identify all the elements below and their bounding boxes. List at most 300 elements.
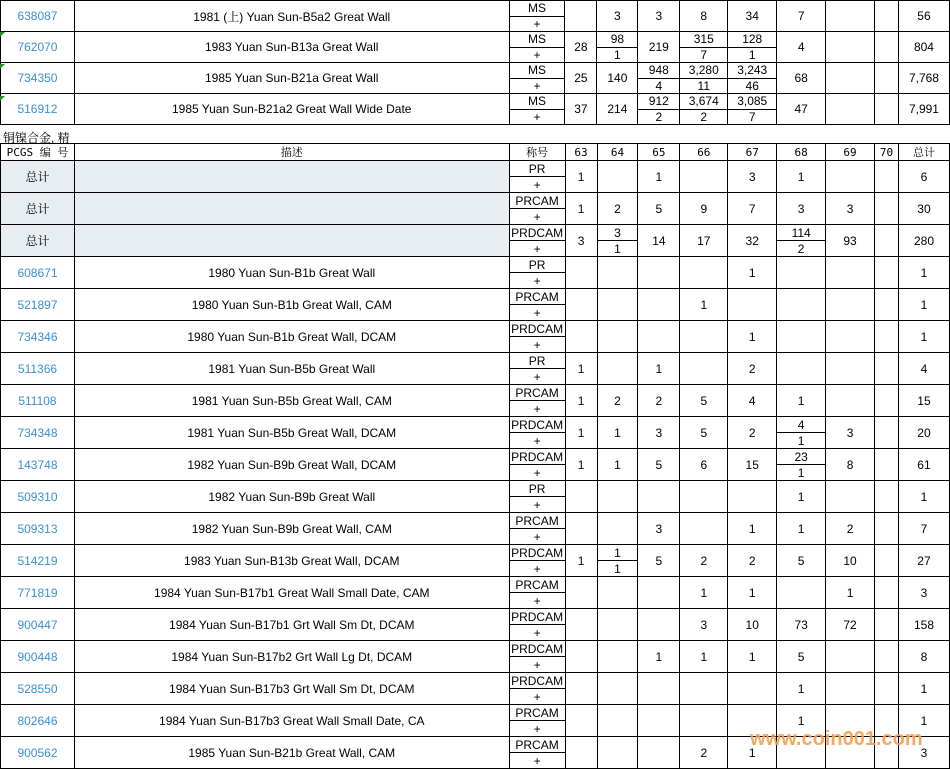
designation-cell (509, 321, 565, 353)
coin-description: 1983 Yuan Sun-B13a Great Wall (74, 32, 509, 63)
designation-label: PRCAM (510, 289, 565, 305)
designation-label: PR (510, 481, 565, 497)
designation-label: PRCAM (510, 705, 565, 721)
grade-68-count (777, 321, 826, 353)
row-total: 7 (898, 513, 949, 545)
pcgs-code-link[interactable]: 528550 (1, 673, 75, 705)
count-value: 315 (680, 32, 727, 48)
grade-66-count: 3 (680, 609, 728, 641)
total-label: 总计 (1, 161, 75, 193)
coin-description: 1983 Yuan Sun-B13b Great Wall, DCAM (74, 545, 509, 577)
pcgs-code-link[interactable]: 900447 (1, 609, 75, 641)
pcgs-code-link[interactable]: 143748 (1, 449, 75, 481)
pcgs-code-link[interactable]: 509313 (1, 513, 75, 545)
row-total: 3 (898, 737, 949, 769)
grade-65-count: 1 (638, 161, 680, 193)
row-total: 1 (898, 257, 949, 289)
designation-label: PR (510, 161, 565, 177)
plus-designation-label: + (533, 529, 541, 544)
table-row (1, 481, 950, 513)
plus-designation-label: + (533, 47, 541, 62)
grade-64-count: 140 (597, 63, 638, 94)
grade-66-count: 1 (680, 577, 728, 609)
grade-67-count: 4 (728, 385, 777, 417)
grade-69-count (826, 385, 875, 417)
grade-64-count (597, 545, 638, 577)
grade-68-count: 3 (777, 193, 826, 225)
grade-65-count: 5 (638, 193, 680, 225)
coin-description: 1981 Yuan Sun-B5b Great Wall (74, 353, 509, 385)
designation-cell (509, 94, 565, 125)
grade-69-count: 10 (826, 545, 875, 577)
designation-cell (509, 353, 565, 385)
pcgs-code-link[interactable]: 511108 (1, 385, 75, 417)
row-total: 56 (898, 1, 949, 32)
grade-66-count: 2 (680, 545, 728, 577)
plus-count-value: 46 (745, 78, 759, 93)
coin-description: 1985 Yuan Sun-B21b Great Wall, CAM (74, 737, 509, 769)
plus-designation-label: + (533, 177, 541, 192)
grade-64-count (597, 577, 638, 609)
grade-69-count: 2 (826, 513, 875, 545)
grade-65-count: 1 (638, 353, 680, 385)
header-grade-66: 66 (680, 144, 728, 161)
designation-label: PRDCAM (511, 545, 564, 560)
grade-64-count (597, 257, 638, 289)
table-row (1, 289, 950, 321)
header-grade-65: 65 (638, 144, 680, 161)
grade-70-count (875, 257, 899, 289)
plus-designation-label: + (533, 753, 541, 768)
grade-65-count (638, 94, 680, 125)
grade-67-count (728, 289, 777, 321)
plus-designation-label: + (533, 209, 541, 224)
plus-count-value: 11 (697, 78, 710, 93)
coin-description: 1984 Yuan Sun-B17b3 Great Wall Small Date, CA (74, 705, 509, 737)
designation-label: MS (510, 94, 565, 110)
grade-67-count: 2 (728, 353, 777, 385)
count-value: 1 (598, 545, 638, 561)
grade-65-count (638, 63, 680, 94)
grade-65-count (638, 609, 680, 641)
designation-label: PRDCAM (511, 641, 564, 656)
designation-label: MS (510, 1, 565, 17)
designation-label: PR (510, 353, 565, 369)
grade-66-count: 9 (680, 193, 728, 225)
proof-population-table (0, 143, 950, 769)
grade-67-count (728, 673, 777, 705)
grade-69-count (826, 289, 875, 321)
row-total: 30 (898, 193, 949, 225)
grade-65-count: 5 (638, 449, 680, 481)
table-row (1, 32, 950, 63)
designation-cell (509, 641, 565, 673)
designation-label: PRDCAM (511, 673, 564, 688)
grade-68-count (777, 353, 826, 385)
grade-64-count: 3 (597, 1, 638, 32)
header-total: 总计 (898, 144, 949, 161)
table-row (1, 417, 950, 449)
total-row (1, 161, 950, 193)
grade-69-count: 93 (826, 225, 875, 257)
plus-count-value: 2 (655, 109, 663, 124)
grade-65-count: 3 (638, 417, 680, 449)
grade-66-count (680, 705, 728, 737)
pcgs-code-link[interactable]: 734346 (1, 321, 75, 353)
grade-68-count: 68 (777, 63, 826, 94)
row-total: 7,768 (898, 63, 949, 94)
grade-63-count (565, 705, 597, 737)
designation-cell (509, 513, 565, 545)
plus-count-value: 1 (797, 465, 805, 480)
pcgs-code-link[interactable]: 638087 (1, 1, 75, 32)
grade-70-count (875, 481, 899, 513)
coin-description: 1980 Yuan Sun-B1b Great Wall, DCAM (74, 321, 509, 353)
grade-63-count: 1 (565, 353, 597, 385)
table-row (1, 577, 950, 609)
grade-66-count (680, 673, 728, 705)
count-value: 23 (777, 449, 825, 465)
coin-description: 1985 Yuan Sun-B21a2 Great Wall Wide Date (74, 94, 509, 125)
designation-label: PRDCAM (511, 321, 564, 336)
grade-67-count: 34 (728, 1, 777, 32)
table-row (1, 353, 950, 385)
grade-68-count: 1 (777, 673, 826, 705)
grade-64-count: 214 (597, 94, 638, 125)
plus-designation-label: + (533, 16, 541, 31)
grade-65-count: 219 (638, 32, 680, 63)
grade-69-count (826, 32, 875, 63)
coin-description: 1981 (上) Yuan Sun-B5a2 Great Wall (74, 1, 509, 32)
row-total: 3 (898, 577, 949, 609)
grade-69-count: 3 (826, 193, 875, 225)
pcgs-code-link[interactable]: 514219 (1, 545, 75, 577)
grade-68-count: 1 (777, 481, 826, 513)
pcgs-code-link[interactable]: 900448 (1, 641, 75, 673)
designation-cell (509, 289, 565, 321)
count-value: 4 (777, 417, 825, 433)
grade-67-count (728, 32, 777, 63)
grade-70-count (875, 63, 899, 94)
plus-designation-label: + (533, 625, 541, 640)
plus-designation-label: + (533, 273, 541, 288)
grade-67-count: 1 (728, 577, 777, 609)
count-value: 128 (728, 32, 776, 48)
plus-designation-label: + (533, 689, 541, 704)
table-row (1, 545, 950, 577)
plus-designation-label: + (533, 241, 541, 256)
count-value: 948 (638, 63, 679, 79)
row-total: 1 (898, 705, 949, 737)
designation-cell (509, 161, 565, 193)
grade-70-count (875, 673, 899, 705)
grade-65-count (638, 481, 680, 513)
section-label: 铜镍合金, 精 (3, 131, 70, 145)
grade-70-count (875, 193, 899, 225)
total-row (1, 193, 950, 225)
grade-69-count: 3 (826, 417, 875, 449)
grade-65-count (638, 673, 680, 705)
grade-66-count: 2 (680, 737, 728, 769)
coin-description: 1982 Yuan Sun-B9b Great Wall, DCAM (74, 449, 509, 481)
coin-description: 1984 Yuan Sun-B17b2 Grt Wall Lg Dt, DCAM (74, 641, 509, 673)
count-value: 3,280 (680, 63, 727, 79)
grade-68-count (777, 417, 826, 449)
pcgs-code-link[interactable]: 802646 (1, 705, 75, 737)
grade-63-count: 25 (565, 63, 597, 94)
grade-65-count (638, 737, 680, 769)
grade-69-count (826, 1, 875, 32)
table-row (1, 641, 950, 673)
plus-count-value: 2 (797, 241, 805, 256)
designation-label: PRCAM (510, 385, 565, 401)
coin-description: 1980 Yuan Sun-B1b Great Wall (74, 257, 509, 289)
table-row (1, 1, 950, 32)
designation-cell (509, 609, 565, 641)
grade-64-count (597, 609, 638, 641)
designation-label: MS (510, 32, 565, 48)
header-grade-70: 70 (875, 144, 899, 161)
grade-69-count (826, 321, 875, 353)
grade-64-count (597, 513, 638, 545)
grade-66-count (680, 94, 728, 125)
row-total: 1 (898, 481, 949, 513)
grade-63-count (565, 321, 597, 353)
plus-designation-label: + (533, 657, 541, 672)
designation-cell (509, 1, 565, 32)
grade-66-count (680, 63, 728, 94)
grade-63-count: 3 (565, 225, 597, 257)
total-label: 总计 (1, 225, 75, 257)
grade-69-count (826, 94, 875, 125)
row-total: 1 (898, 289, 949, 321)
header-grade-64: 64 (597, 144, 638, 161)
grade-67-count (728, 481, 777, 513)
grade-67-count: 32 (728, 225, 777, 257)
designation-cell (509, 449, 565, 481)
grade-69-count: 72 (826, 609, 875, 641)
row-total: 61 (898, 449, 949, 481)
grade-67-count: 3 (728, 161, 777, 193)
grade-66-count: 1 (680, 641, 728, 673)
grade-67-count: 1 (728, 641, 777, 673)
grade-65-count (638, 321, 680, 353)
total-row (1, 225, 950, 257)
grade-67-count (728, 63, 777, 94)
grade-63-count (565, 1, 597, 32)
grade-70-count (875, 225, 899, 257)
plus-count-value: 1 (614, 561, 621, 576)
grade-70-count (875, 321, 899, 353)
table-header-row (1, 144, 950, 161)
grade-70-count (875, 449, 899, 481)
plus-count-value: 1 (614, 47, 621, 62)
row-total: 8 (898, 641, 949, 673)
designation-cell (509, 737, 565, 769)
plus-designation-label: + (533, 109, 541, 124)
grade-70-count (875, 513, 899, 545)
coin-description: 1981 Yuan Sun-B5b Great Wall, CAM (74, 385, 509, 417)
grade-68-count (777, 577, 826, 609)
grade-65-count: 5 (638, 545, 680, 577)
grade-67-count (728, 94, 777, 125)
grade-64-count (597, 641, 638, 673)
grade-66-count (680, 513, 728, 545)
grade-68-count: 5 (777, 545, 826, 577)
grade-66-count: 1 (680, 289, 728, 321)
grade-66-count: 6 (680, 449, 728, 481)
grade-63-count: 28 (565, 32, 597, 63)
table-row (1, 257, 950, 289)
grade-63-count: 37 (565, 94, 597, 125)
grade-63-count: 1 (565, 161, 597, 193)
grade-67-count: 1 (728, 321, 777, 353)
grade-66-count: 8 (680, 1, 728, 32)
grade-69-count (826, 257, 875, 289)
pcgs-code-link[interactable]: 734348 (1, 417, 75, 449)
grade-67-count: 15 (728, 449, 777, 481)
grade-68-count: 4 (777, 32, 826, 63)
coin-description: 1982 Yuan Sun-B9b Great Wall, CAM (74, 513, 509, 545)
count-value: 3,085 (728, 94, 776, 110)
coin-description (74, 161, 509, 193)
grade-66-count (680, 481, 728, 513)
grade-64-count (597, 321, 638, 353)
grade-63-count (565, 289, 597, 321)
plus-count-value: 4 (655, 78, 663, 93)
count-value: 98 (597, 32, 637, 48)
coin-description: 1985 Yuan Sun-B21a Great Wall (74, 63, 509, 94)
grade-69-count (826, 641, 875, 673)
grade-69-count: 1 (826, 577, 875, 609)
row-total: 20 (898, 417, 949, 449)
row-total: 7,991 (898, 94, 949, 125)
pcgs-code-link[interactable]: 516912 (1, 94, 75, 125)
grade-68-count (777, 289, 826, 321)
pcgs-code-link[interactable]: 900562 (1, 737, 75, 769)
pcgs-code-link[interactable]: 608671 (1, 257, 75, 289)
header-grade-69: 69 (826, 144, 875, 161)
grade-66-count: 5 (680, 417, 728, 449)
grade-69-count (826, 353, 875, 385)
grade-63-count: 1 (565, 385, 597, 417)
grade-64-count: 2 (597, 385, 638, 417)
grade-70-count (875, 385, 899, 417)
grade-63-count (565, 257, 597, 289)
table-row (1, 609, 950, 641)
grade-70-count (875, 32, 899, 63)
designation-label: PRCAM (510, 513, 565, 529)
watermark: www.coin001.com (750, 728, 923, 750)
grade-66-count (680, 32, 728, 63)
header-grade-67: 67 (728, 144, 777, 161)
total-label: 总计 (1, 193, 75, 225)
grade-64-count (597, 737, 638, 769)
grade-66-count (680, 257, 728, 289)
designation-cell (509, 32, 565, 63)
designation-cell (509, 545, 565, 577)
designation-label: PRCAM (510, 193, 565, 209)
pcgs-code-link[interactable]: 762070 (1, 32, 75, 63)
grade-68-count (777, 257, 826, 289)
pcgs-code-link[interactable]: 521897 (1, 289, 75, 321)
grade-66-count (680, 161, 728, 193)
cell-comment-marker (0, 96, 5, 101)
table-row (1, 673, 950, 705)
designation-label: PRCAM (510, 737, 565, 753)
header-code: PCGS 编 号 (1, 144, 75, 161)
grade-65-count: 3 (638, 513, 680, 545)
plus-designation-label: + (533, 305, 541, 320)
row-total: 15 (898, 385, 949, 417)
grade-66-count (680, 321, 728, 353)
count-value: 3,674 (680, 94, 727, 110)
grade-66-count: 5 (680, 385, 728, 417)
grade-69-count (826, 481, 875, 513)
table-row (1, 449, 950, 481)
count-value: 912 (638, 94, 679, 110)
plus-designation-label: + (533, 337, 541, 352)
grade-68-count: 73 (777, 609, 826, 641)
count-value: 3 (598, 225, 638, 241)
coin-description: 1981 Yuan Sun-B5b Great Wall, DCAM (74, 417, 509, 449)
coin-description: 1984 Yuan Sun-B17b1 Great Wall Small Date, CAM (74, 577, 509, 609)
designation-label: PR (510, 257, 565, 273)
grade-63-count (565, 481, 597, 513)
grade-64-count (597, 161, 638, 193)
grade-70-count (875, 94, 899, 125)
row-total: 6 (898, 161, 949, 193)
grade-65-count (638, 705, 680, 737)
grade-65-count: 14 (638, 225, 680, 257)
designation-label: PRDCAM (511, 609, 564, 624)
grade-66-count: 17 (680, 225, 728, 257)
cell-comment-marker (0, 32, 5, 37)
grade-69-count: 8 (826, 449, 875, 481)
row-total: 1 (898, 673, 949, 705)
grade-68-count: 1 (777, 513, 826, 545)
designation-cell (509, 705, 565, 737)
grade-67-count: 1 (728, 257, 777, 289)
table-row (1, 63, 950, 94)
designation-cell (509, 481, 565, 513)
grade-67-count: 1 (728, 737, 777, 769)
plus-count-value: 2 (700, 109, 708, 124)
pcgs-code-link[interactable]: 511366 (1, 353, 75, 385)
header-grade-63: 63 (565, 144, 597, 161)
coin-description: 1984 Yuan Sun-B17b3 Grt Wall Sm Dt, DCAM (74, 673, 509, 705)
grade-63-count (565, 673, 597, 705)
pcgs-code-link[interactable]: 734350 (1, 63, 75, 94)
plus-designation-label: + (533, 78, 541, 93)
plus-designation-label: + (533, 593, 541, 608)
pcgs-code-link[interactable]: 771819 (1, 577, 75, 609)
row-total: 158 (898, 609, 949, 641)
grade-64-count: 1 (597, 449, 638, 481)
pcgs-code-link[interactable]: 509310 (1, 481, 75, 513)
designation-cell (509, 193, 565, 225)
grade-65-count (638, 257, 680, 289)
plus-designation-label: + (533, 433, 541, 448)
plus-designation-label: + (533, 497, 541, 512)
row-total: 804 (898, 32, 949, 63)
grade-70-count (875, 353, 899, 385)
designation-cell (509, 673, 565, 705)
designation-label: PRDCAM (511, 225, 564, 240)
grade-70-count (875, 577, 899, 609)
grade-68-count (777, 225, 826, 257)
count-value: 3,243 (728, 63, 776, 79)
